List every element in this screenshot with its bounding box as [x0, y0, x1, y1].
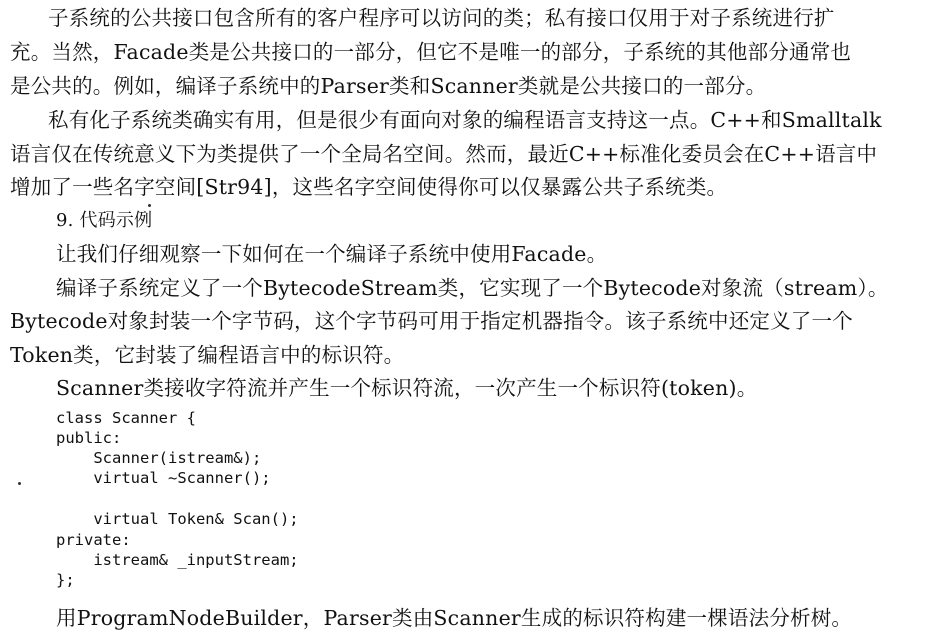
code-line-4: virtual ~Scanner();: [56, 469, 271, 487]
code-line-2: public:: [56, 429, 122, 447]
scan-speck: [18, 482, 21, 485]
paragraph-1-line-2: 充。当然，Facade类是公共接口的一部分，但它不是唯一的部分，子系统的其他部分通常也: [10, 40, 852, 64]
code-line-6: virtual Token& Scan();: [56, 510, 299, 528]
code-line-7: private:: [56, 531, 131, 549]
paragraph-1-line-1: 子系统的公共接口包含所有的客户程序可以访问的类；私有接口仅用于对子系统进行扩: [48, 6, 835, 30]
paragraph-5-line-1: Scanner类接收字符流并产生一个标识符流，一次产生一个标识符(token)。: [56, 376, 758, 400]
paragraph-4-line-3: Token类，它封装了编程语言中的标识符。: [10, 343, 405, 367]
paragraph-4-line-1: 编译子系统定义了一个BytecodeStream类，它实现了一个Bytecode对象流（stream）。: [56, 276, 889, 300]
paragraph-6-line-1: 用ProgramNodeBuilder，Parser类由Scanner生成的标识符构建一棵语法分析树。: [56, 606, 853, 630]
paragraph-4-line-2: Bytecode对象封装一个字节码，这个字节码可用于指定机器指令。该子系统中还定义了一个: [10, 309, 853, 333]
paragraph-2-line-2: 语言仅在传统意义下为类提供了一个全局名空间。然而，最近C++标准化委员会在C++语言中: [10, 142, 878, 166]
paragraph-1-line-3: 是公共的。例如，编译子系统中的Parser类和Scanner类就是公共接口的一部分。: [10, 74, 767, 98]
paragraph-2-line-3: 增加了一些名字空间[Str94]，这些名字空间使得你可以仅暴露公共子系统类。: [10, 175, 728, 199]
scan-speck: [148, 204, 151, 207]
code-line-3: Scanner(istream&);: [56, 449, 262, 467]
section-heading: 9. 代码示例: [56, 210, 153, 231]
code-line-1: class Scanner {: [56, 409, 196, 427]
code-line-8: istream& _inputStream;: [56, 551, 299, 569]
paragraph-2-line-1: 私有化子系统类确实有用，但是很少有面向对象的编程语言支持这一点。C++和Smalltalk: [48, 108, 882, 132]
code-line-9: };: [56, 571, 75, 589]
paragraph-3-line-1: 让我们仔细观察一下如何在一个编译子系统中使用Facade。: [56, 242, 608, 266]
